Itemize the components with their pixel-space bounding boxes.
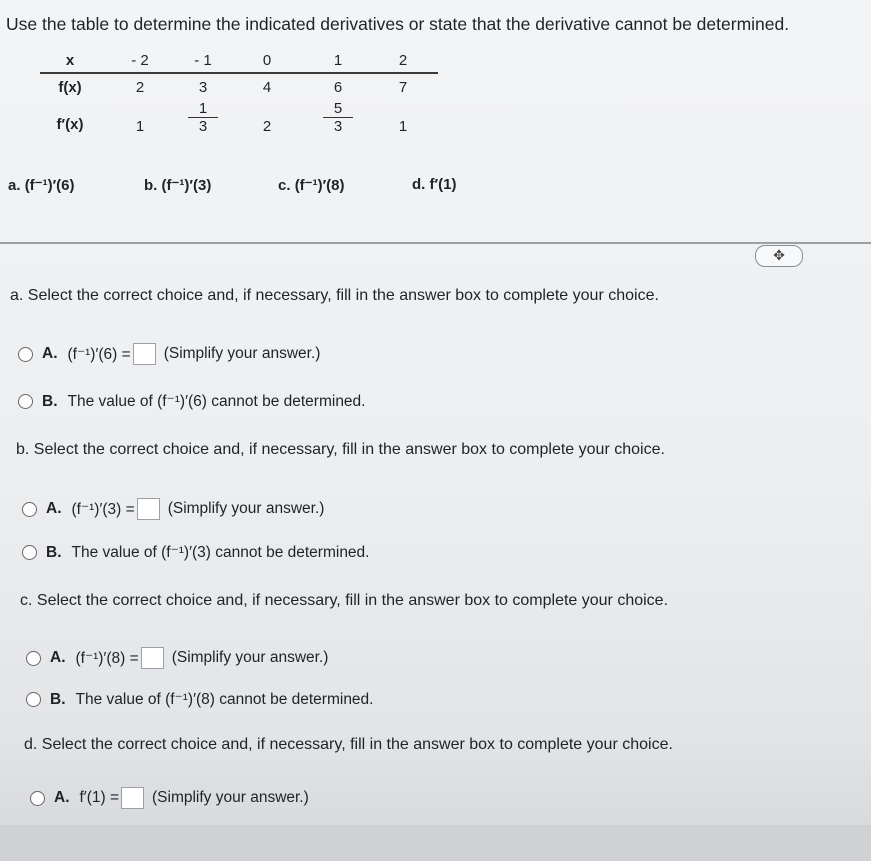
- table-fprime-value: 2: [262, 118, 272, 135]
- option-expression: (f⁻¹)′(3) =: [71, 500, 135, 518]
- fraction-numerator: 1: [188, 100, 218, 118]
- question-d-prompt: d. Select the correct choice and, if necessary, fill in the answer box to complete your choice.: [24, 736, 673, 753]
- question-a-prompt: a. Select the correct choice and, if necessary, fill in the answer box to complete your choice.: [10, 287, 659, 304]
- table-fprime-label: f′(x): [56, 116, 84, 133]
- part-a: [8, 176, 75, 194]
- table-fprime-value: 1: [135, 118, 145, 135]
- option-expression: f′(1) =: [79, 789, 120, 806]
- answer-input-box[interactable]: [133, 343, 156, 365]
- part-letter: c.: [278, 177, 291, 194]
- question-c-prompt: c. Select the correct choice and, if necessary, fill in the answer box to complete your choice.: [20, 592, 669, 609]
- part-expression: (f⁻¹)′(3): [161, 177, 212, 194]
- option-expression: (f⁻¹)′(8) =: [75, 649, 139, 667]
- question-b-option-b[interactable]: [22, 543, 369, 562]
- bottom-edge-band: [0, 825, 871, 861]
- fraction-numerator: 5: [323, 100, 353, 118]
- answer-input-box[interactable]: [141, 647, 164, 669]
- part-c: [278, 176, 345, 194]
- option-text: The value of (f⁻¹)′(6) cannot be determined.: [67, 393, 366, 410]
- option-text: The value of (f⁻¹)′(8) cannot be determined.: [75, 691, 374, 708]
- radio-button[interactable]: [26, 692, 41, 707]
- table-x-value: 0: [262, 52, 272, 69]
- option-hint: (Simplify your answer.): [163, 345, 321, 362]
- table-fprime-fraction: [188, 100, 218, 136]
- question-a-option-b[interactable]: [18, 392, 365, 411]
- expand-icon[interactable]: ✥: [755, 245, 803, 267]
- answer-input-box[interactable]: [137, 498, 160, 520]
- radio-button[interactable]: [18, 347, 33, 362]
- option-hint: (Simplify your answer.): [152, 789, 309, 806]
- option-letter: A.: [50, 649, 66, 666]
- part-letter: d.: [412, 176, 426, 193]
- option-letter: B.: [42, 392, 58, 410]
- option-hint: (Simplify your answer.): [171, 649, 329, 666]
- table-f-value: 2: [135, 79, 145, 96]
- table-f-value: 6: [333, 79, 343, 96]
- option-expression: (f⁻¹)′(6) =: [67, 345, 131, 363]
- part-d: [412, 176, 456, 193]
- part-b: [144, 176, 211, 194]
- option-hint: (Simplify your answer.): [167, 500, 325, 517]
- option-letter: B.: [50, 690, 66, 708]
- part-expression: f′(1): [429, 176, 457, 193]
- table-f-label: f(x): [58, 79, 82, 96]
- part-letter: b.: [144, 177, 158, 194]
- table-x-value: 1: [333, 52, 343, 69]
- option-letter: A.: [46, 500, 62, 517]
- part-letter: a.: [8, 177, 21, 194]
- radio-button[interactable]: [22, 545, 37, 560]
- table-header-rule: [40, 72, 438, 74]
- question-b-prompt: b. Select the correct choice and, if necessary, fill in the answer box to complete your choice.: [16, 441, 665, 458]
- question-c-option-b[interactable]: [26, 690, 373, 709]
- table-fprime-value: 1: [398, 118, 408, 135]
- question-b-option-a[interactable]: [22, 498, 324, 520]
- table-x-value: - 1: [194, 52, 212, 69]
- instruction-text: Use the table to determine the indicated derivatives or state that the derivative cannot be determined.: [6, 14, 790, 34]
- table-fprime-fraction: [323, 100, 353, 136]
- table-x-value: - 2: [131, 52, 149, 69]
- fraction-denominator: 3: [198, 118, 208, 135]
- part-expression: (f⁻¹)′(6): [24, 177, 75, 194]
- option-text: The value of (f⁻¹)′(3) cannot be determined.: [71, 544, 370, 561]
- radio-button[interactable]: [22, 502, 37, 517]
- question-a-option-a[interactable]: [18, 343, 320, 365]
- radio-button[interactable]: [18, 394, 33, 409]
- table-f-value: 3: [198, 79, 208, 96]
- option-letter: A.: [54, 789, 70, 806]
- table-f-value: 7: [398, 79, 408, 96]
- radio-button[interactable]: [26, 651, 41, 666]
- radio-button[interactable]: [30, 791, 45, 806]
- question-d-option-a[interactable]: [30, 787, 309, 809]
- table-header-x: x: [65, 52, 75, 69]
- fraction-denominator: 3: [333, 118, 343, 135]
- answer-input-box[interactable]: [121, 787, 144, 809]
- question-c-option-a[interactable]: [26, 647, 328, 669]
- table-x-value: 2: [398, 52, 408, 69]
- part-expression: (f⁻¹)′(8): [294, 177, 345, 194]
- option-letter: B.: [46, 543, 62, 561]
- option-letter: A.: [42, 345, 58, 362]
- table-f-value: 4: [262, 79, 272, 96]
- section-divider: [0, 242, 871, 244]
